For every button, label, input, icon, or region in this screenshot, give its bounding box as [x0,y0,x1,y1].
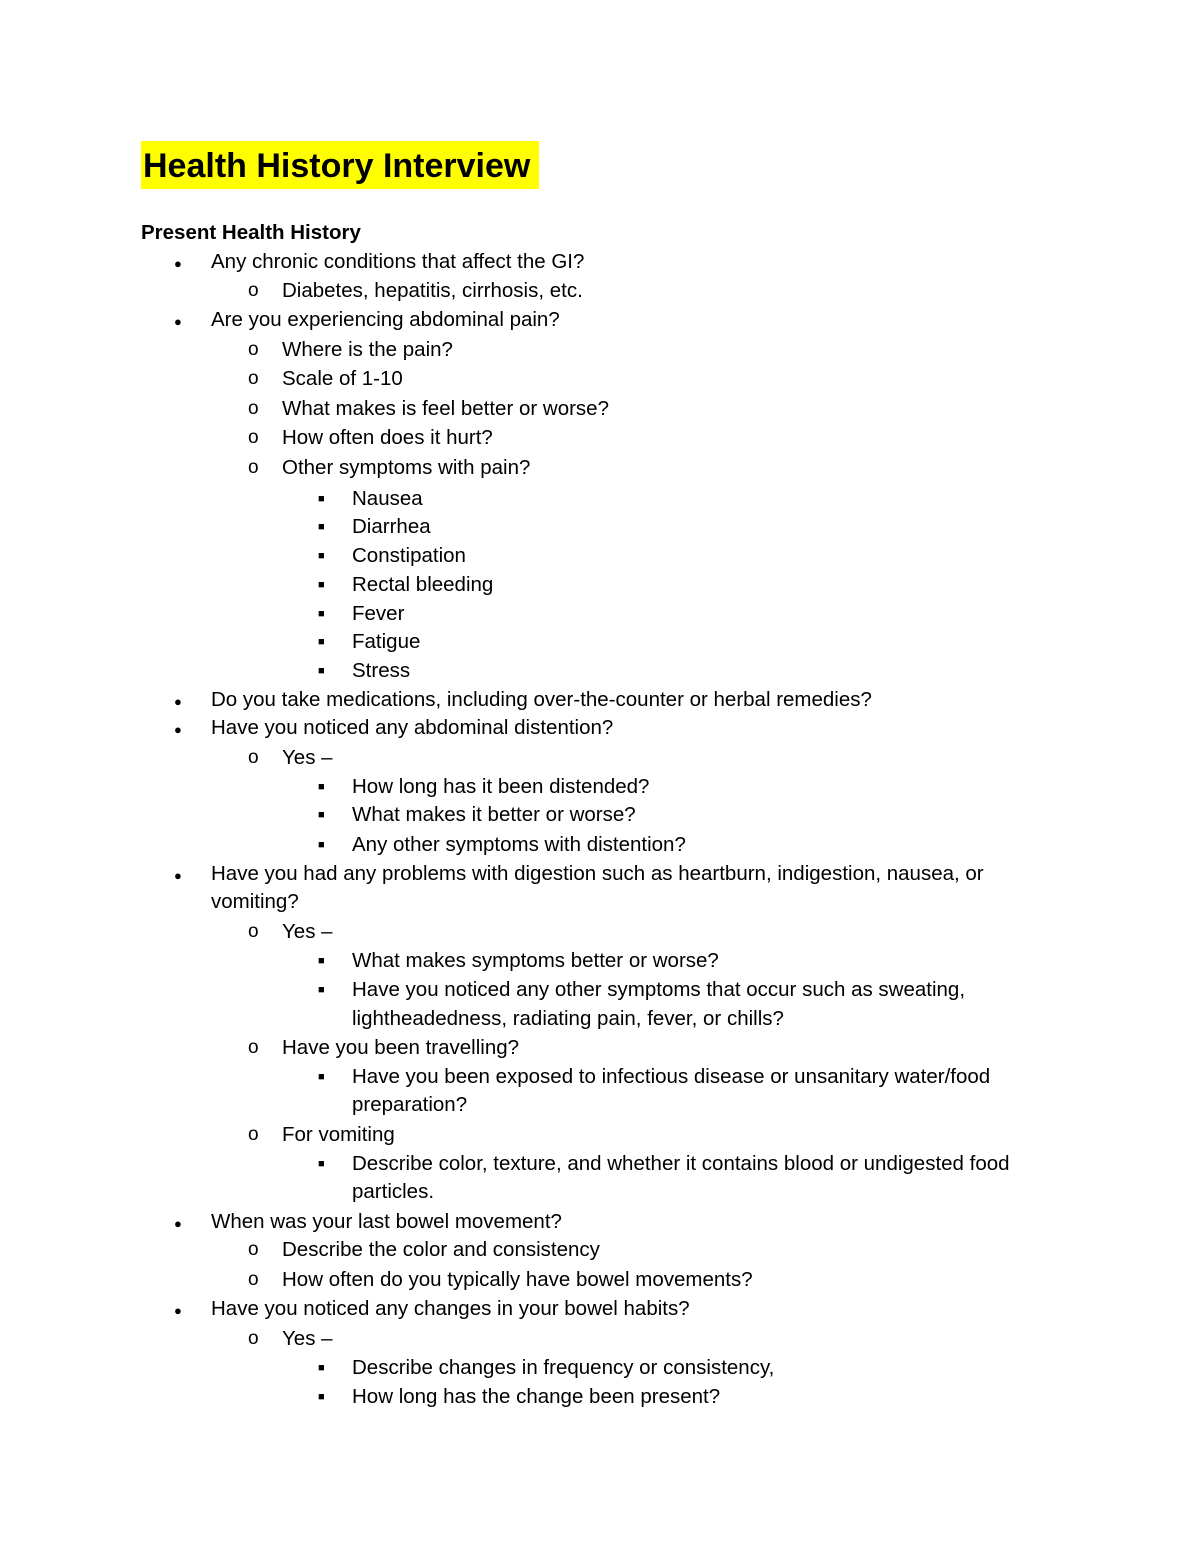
bullet-l2: o [248,339,259,360]
list-item: Fever [352,602,405,625]
list-item: particles. [352,1180,435,1203]
list-item: lightheadedness, radiating pain, fever, or chills? [352,1007,784,1030]
list-item: Scale of 1-10 [282,367,403,390]
list-item: Yes – [282,1327,333,1350]
bullet-l3: ■ [318,781,325,793]
list-item: Diabetes, hepatitis, cirrhosis, etc. [282,279,583,302]
list-item: Any other symptoms with distention? [352,833,686,856]
bullet-l2: o [248,280,259,301]
list-item: Any chronic conditions that affect the GI? [211,250,585,273]
list-item: Describe color, texture, and whether it contains blood or undigested food [352,1152,1010,1175]
list-item: Describe changes in frequency or consistency, [352,1356,775,1379]
list-item: What makes is feel better or worse? [282,397,609,420]
list-item: Have you noticed any changes in your bowel habits? [211,1297,690,1320]
bullet-l1: ● [174,1303,182,1318]
list-item: How often do you typically have bowel movements? [282,1268,753,1291]
list-item: Have you noticed any abdominal distention? [211,716,614,739]
list-item: When was your last bowel movement? [211,1210,562,1233]
bullet-l3: ■ [318,955,325,967]
list-item: vomiting? [211,890,299,913]
list-item: Stress [352,659,411,682]
bullet-l3: ■ [318,636,325,648]
section-heading: Present Health History [141,221,361,244]
list-item: Yes – [282,746,333,769]
bullet-l3: ■ [318,550,325,562]
bullet-l2: o [248,1328,259,1349]
bullet-l2: o [248,457,259,478]
list-item: Constipation [352,544,466,567]
list-item: Have you noticed any other symptoms that occur such as sweating, [352,978,966,1001]
bullet-l1: ● [174,1216,182,1231]
list-item: Describe the color and consistency [282,1238,600,1261]
list-item: Yes – [282,920,333,943]
list-item: What makes it better or worse? [352,803,636,826]
bullet-l1: ● [174,722,182,737]
list-item: preparation? [352,1093,468,1116]
list-item: For vomiting [282,1123,395,1146]
bullet-l3: ■ [318,579,325,591]
list-item: Are you experiencing abdominal pain? [211,308,560,331]
bullet-l2: o [248,1124,259,1145]
bullet-l1: ● [174,694,182,709]
bullet-l2: o [248,427,259,448]
bullet-l3: ■ [318,839,325,851]
bullet-l1: ● [174,868,182,883]
document-title [141,141,539,189]
bullet-l2: o [248,1269,259,1290]
bullet-l3: ■ [318,493,325,505]
bullet-l3: ■ [318,809,325,821]
bullet-l2: o [248,747,259,768]
list-item: Diarrhea [352,515,431,538]
bullet-l3: ■ [318,1391,325,1403]
list-item: Have you had any problems with digestion such as heartburn, indigestion, nausea, or [211,862,984,885]
bullet-l1: ● [174,314,182,329]
list-item: Nausea [352,487,423,510]
list-item: Do you take medications, including over-the-counter or herbal remedies? [211,688,872,711]
bullet-l2: o [248,921,259,942]
bullet-l2: o [248,368,259,389]
list-item: What makes symptoms better or worse? [352,949,719,972]
bullet-l1: ● [174,256,182,271]
list-item: How long has the change been present? [352,1385,721,1408]
bullet-l3: ■ [318,984,325,996]
list-item: How often does it hurt? [282,426,493,449]
list-item: Other symptoms with pain? [282,456,531,479]
list-item: How long has it been distended? [352,775,650,798]
list-item: Where is the pain? [282,338,453,361]
bullet-l2: o [248,1239,259,1260]
bullet-l3: ■ [318,665,325,677]
bullet-l3: ■ [318,1362,325,1374]
list-item: Have you been travelling? [282,1036,520,1059]
list-item: Rectal bleeding [352,573,494,596]
bullet-l3: ■ [318,521,325,533]
bullet-l2: o [248,398,259,419]
list-item: Have you been exposed to infectious disease or unsanitary water/food [352,1065,991,1088]
bullet-l3: ■ [318,1071,325,1083]
bullet-l2: o [248,1037,259,1058]
bullet-l3: ■ [318,1158,325,1170]
bullet-l3: ■ [318,608,325,620]
list-item: Fatigue [352,630,421,653]
document-title-text: Health History Interview [143,147,531,185]
